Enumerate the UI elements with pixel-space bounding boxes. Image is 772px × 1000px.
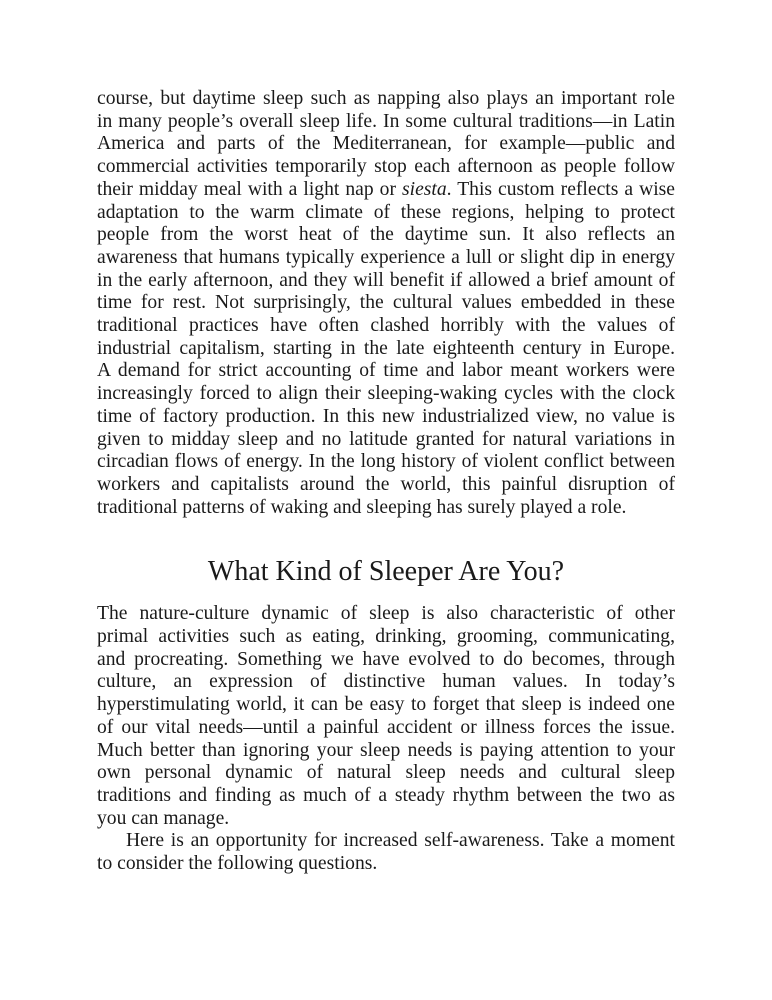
text-line: adaptation to the warm climate of these regions, helping to protect [97,201,675,223]
text-line: America and parts of the Mediterranean, for example—public and [97,133,675,155]
text-line: own personal dynamic of natural sleep needs and cultural sleep [97,762,675,784]
section-heading: What Kind of Sleeper Are You? [207,556,565,588]
text-line: awareness that humans typically experience a lull or slight dip in energy [97,246,675,268]
text-line: increasingly forced to align their sleeping-waking cycles with the clock [97,383,675,405]
text-segment: . This custom reflects a wise [446,178,675,200]
text-line: in many people’s overall sleep life. In some cultural traditions—in Latin [97,110,675,132]
text-line: you can manage. [97,807,230,829]
text-line: hyperstimulating world, it can be easy to forget that sleep is indeed one [97,694,675,716]
text-line: time of factory production. In this new industrialized view, no value is [97,405,675,427]
text-line: A demand for strict accounting of time and labor meant workers were [97,360,675,382]
text-line: workers and capitalists around the world, this painful disruption of [97,473,675,495]
text-line: given to midday sleep and no latitude granted for natural variations in [97,428,675,450]
text-line: traditional patterns of waking and sleeping has surely played a role. [97,496,627,518]
paragraph-self-awareness [97,830,675,875]
text-line: of our vital needs—until a painful accident or illness forces the issue. [97,716,675,738]
text-line: to consider the following questions. [97,853,378,875]
book-page [97,88,675,876]
text-line-siesta [97,179,675,202]
text-line: traditions and finding as much of a steady rhythm between the two as [97,784,675,806]
text-line: traditional practices have often clashed horribly with the values of [97,315,675,337]
text-line: time for rest. Not surprisingly, the cultural values embedded in these [97,292,675,314]
text-line: culture, an expression of distinctive human values. In today’s [97,671,675,693]
text-line: Here is an opportunity for increased self-awareness. Take a moment [126,830,675,852]
text-line: people from the worst heat of the daytime sun. It also reflects an [97,224,675,246]
text-line: course, but daytime sleep such as napping also plays an important role [97,88,675,109]
paragraph-napping-culture [97,88,675,519]
text-line: The nature-culture dynamic of sleep is also characteristic of other [97,603,675,625]
text-line: in the early afternoon, and they will benefit if allowed a brief amount of [97,269,675,291]
text-line: Much better than ignoring your sleep needs is paying attention to your [97,739,675,761]
text-line: commercial activities temporarily stop each afternoon as people follow [97,156,675,178]
text-segment: their midday meal with a light nap or [97,178,402,200]
text-line: primal activities such as eating, drinking, grooming, communicating, [97,626,675,648]
italic-term-siesta: siesta [402,178,447,200]
text-line: and procreating. Something we have evolved to do becomes, through [97,648,675,670]
text-line: industrial capitalism, starting in the late eighteenth century in Europe. [97,337,675,359]
paragraph-nature-culture [97,603,675,830]
text-line: circadian flows of energy. In the long history of violent conflict between [97,451,675,473]
